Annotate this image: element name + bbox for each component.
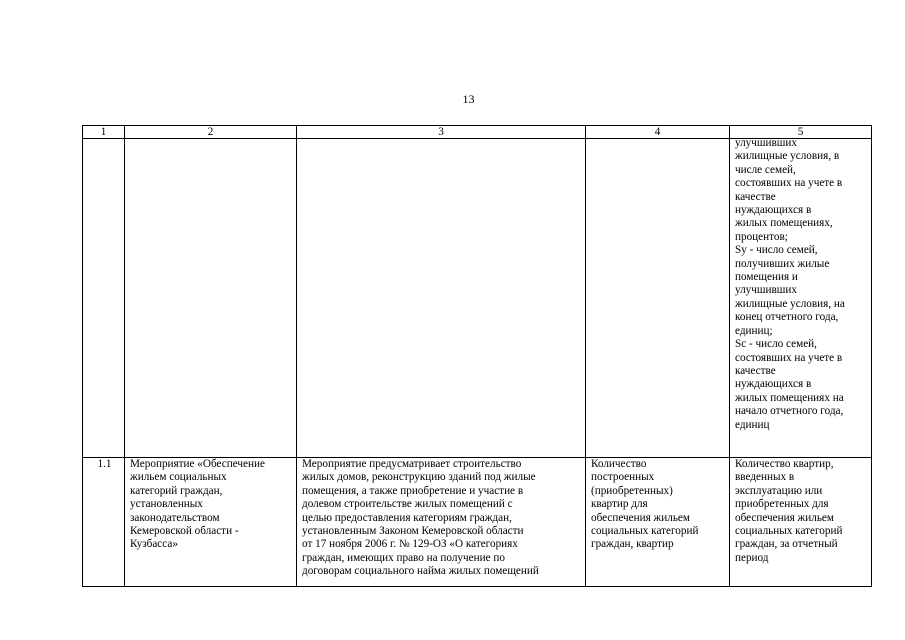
text-line: жилищные условия, в <box>735 150 840 163</box>
text-line: Кемеровской области - <box>130 525 239 538</box>
text-line: граждан, квартир <box>591 538 674 551</box>
text-line: жилых помещениях на <box>735 391 844 404</box>
text-line: Мероприятие «Обеспечение <box>130 458 265 470</box>
text-line: целью предоставления категориям граждан, <box>302 511 512 524</box>
text-line: получивших жилые <box>735 257 830 270</box>
text-line: обеспечения жильем <box>591 511 690 524</box>
text-line: введенных в <box>735 471 795 484</box>
cell-activity-description <box>297 458 586 587</box>
table-header-row <box>83 126 872 139</box>
text-line: установленным Законом Кемеровской области <box>302 525 524 538</box>
text-line: квартир для <box>591 498 648 511</box>
text-line: начало отчетного года, <box>735 405 844 418</box>
cell-col3-empty <box>297 139 586 458</box>
text-line: законодательством <box>130 511 220 524</box>
text-line: качестве <box>735 190 776 203</box>
text-line: категорий граждан, <box>130 484 223 497</box>
column-header-4: 4 <box>586 126 730 139</box>
row-number: 1.1 <box>83 458 125 587</box>
cell-indicator-method <box>730 458 872 587</box>
text-line: числе семей, <box>735 163 796 176</box>
text-line: приобретенных для <box>735 498 829 511</box>
text-line: обеспечения жильем <box>735 511 834 524</box>
text-line: помещения и <box>735 271 798 284</box>
cell-formula-description <box>730 139 872 458</box>
text-line: эксплуатацию или <box>735 484 823 497</box>
text-line: жилых помещениях, <box>735 217 833 230</box>
text-line: от 17 ноября 2006 г. № 129-ОЗ «О категориях <box>302 538 518 551</box>
text-line: (приобретенных) <box>591 484 673 497</box>
text-line: граждан, за отчетный <box>735 538 838 551</box>
text-line: конец отчетного года, <box>735 311 839 324</box>
text-line: качестве <box>735 364 776 377</box>
text-line: Мероприятие предусматривает строительство <box>302 458 522 470</box>
text-line: нуждающихся в <box>735 204 812 217</box>
text-line: единиц; <box>735 324 773 337</box>
column-header-1: 1 <box>83 126 125 139</box>
text-line: жилищные условия, на <box>735 297 845 310</box>
text-line: социальных категорий <box>735 525 843 538</box>
cell-number-empty <box>83 139 125 458</box>
text-line: улучшивших <box>735 138 797 149</box>
text-line: помещения, а также приобретение и участие в <box>302 484 524 497</box>
column-header-2: 2 <box>125 126 297 139</box>
text-line: Кузбасса» <box>130 538 178 551</box>
text-line: социальных категорий <box>591 525 699 538</box>
document-table <box>82 125 872 587</box>
column-header-5: 5 <box>730 126 872 139</box>
text-line: состоявших на учете в <box>735 351 843 364</box>
text-line: Sc - число семей, <box>735 338 817 351</box>
cell-col4-empty <box>586 139 730 458</box>
text-line: установленных <box>130 498 203 511</box>
cell-activity-name <box>125 458 297 587</box>
table-row-1-1 <box>83 458 872 587</box>
text-line: жилых домов, реконструкцию зданий под жилые <box>302 471 536 484</box>
column-header-3: 3 <box>297 126 586 139</box>
text-line: единиц <box>735 418 770 431</box>
text-line: улучшивших <box>735 284 797 297</box>
text-line: процентов; <box>735 230 788 243</box>
text-line: Sy - число семей, <box>735 244 818 257</box>
cell-indicator-name <box>586 458 730 587</box>
text-line: долевом строительстве жилых помещений с <box>302 498 513 511</box>
page-number: 13 <box>462 92 475 106</box>
text-line: нуждающихся в <box>735 378 812 391</box>
text-line: построенных <box>591 471 655 484</box>
text-line: Количество <box>591 458 647 470</box>
cell-col2-empty <box>125 139 297 458</box>
text-line: Количество квартир, <box>735 458 834 470</box>
text-line: договорам социального найма жилых помещений <box>302 565 539 578</box>
text-line: период <box>735 551 769 564</box>
table-row-continuation <box>83 139 872 458</box>
text-line: жильем социальных <box>130 471 227 484</box>
text-line: граждан, имеющих право на получение по <box>302 551 505 564</box>
text-line: состоявших на учете в <box>735 177 843 190</box>
